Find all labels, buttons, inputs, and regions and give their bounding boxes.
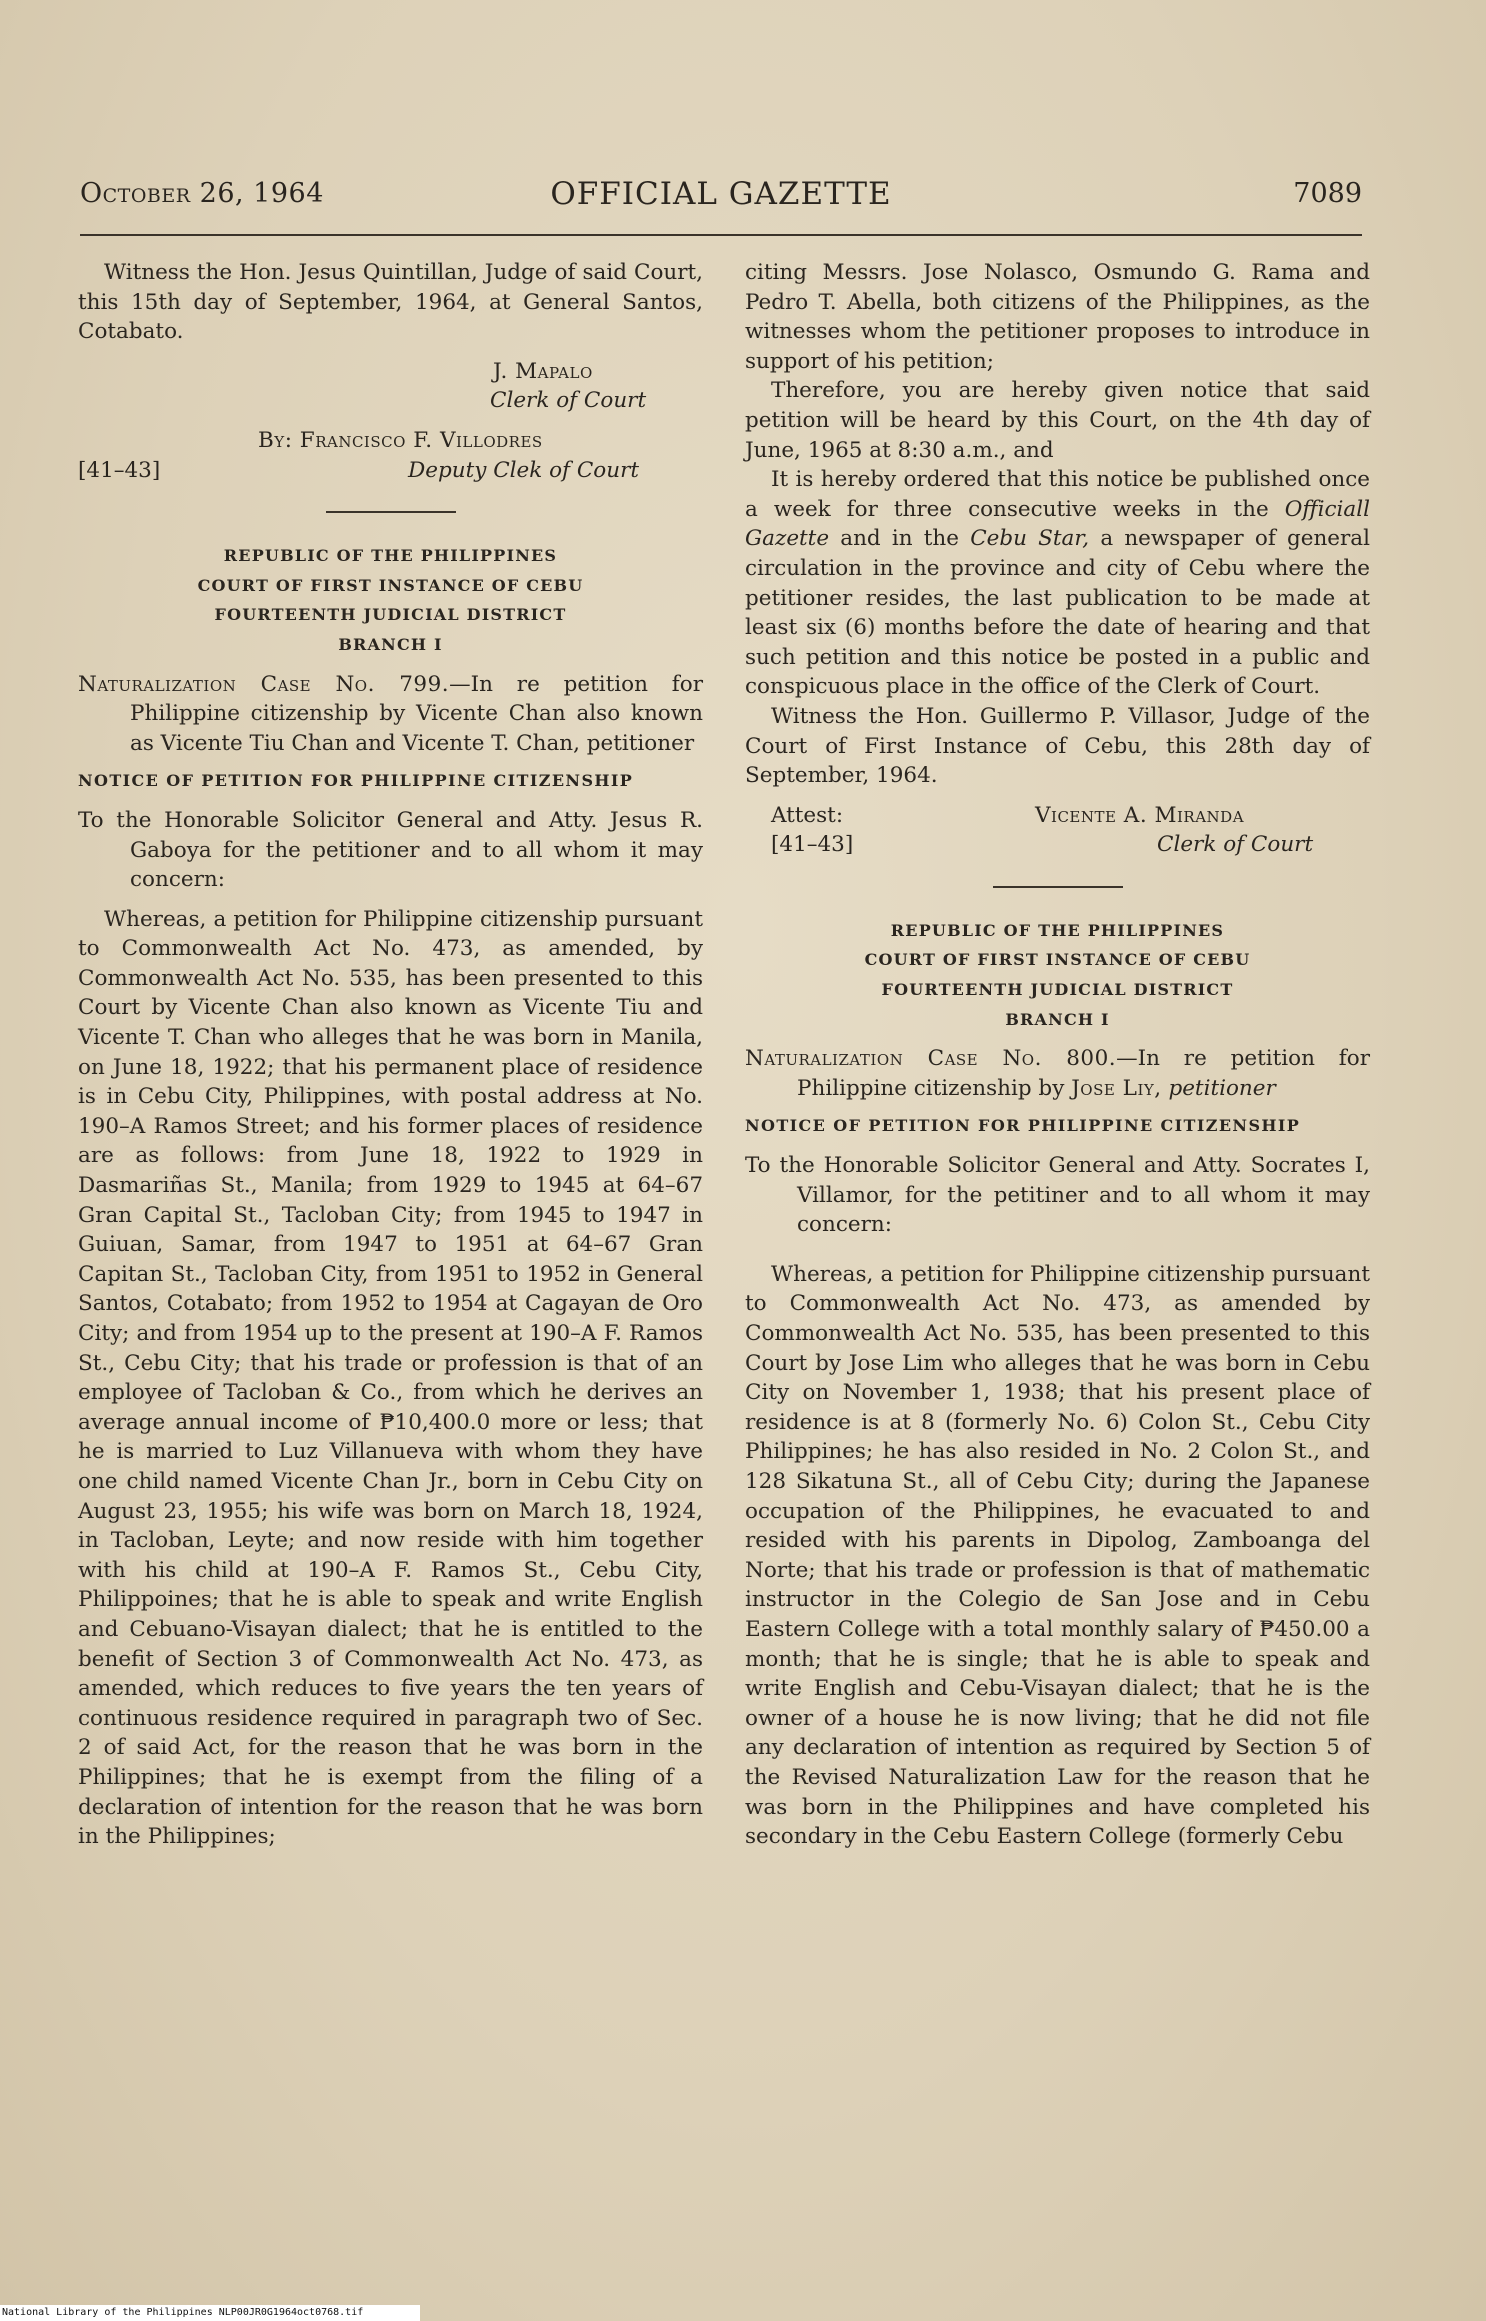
clerk-name: Vicente A. Miranda xyxy=(1035,802,1245,828)
deputy-name: By: Francisco F. Villodres xyxy=(258,427,543,453)
continued-paragraph: citing Messrs. Jose Nolasco, Osmundo G. Rama and Pedro T. Abella, both citizens of the Philippines, as the witnesses whom the petitioner proposes to introduce in support of his petition; xyxy=(745,260,1370,374)
court-heading-line: FOURTEENTH JUDICIAL DISTRICT xyxy=(881,980,1234,1000)
notice-heading: NOTICE OF PETITION FOR PHILIPPINE CITIZENSHIP xyxy=(78,771,634,791)
case-description: —In re petition for Philippine citizenship by Vicente Chan also known as Vicente Tiu Chan and Vicente T. Chan, petitioner xyxy=(130,671,703,756)
deputy-title: Deputy Clek of Court xyxy=(408,457,639,483)
header-rule xyxy=(80,234,1362,236)
issue-reference: [41–43] xyxy=(771,832,854,858)
clerk-title: Clerk of Court xyxy=(490,388,647,414)
clerk-title: Clerk of Court xyxy=(1157,832,1314,858)
issue-reference: [41–43] xyxy=(78,457,161,483)
section-divider xyxy=(993,886,1123,888)
case-description: —In re petition for Philippine citizenship by xyxy=(797,1046,1370,1101)
case-title xyxy=(745,1044,1370,1103)
scan-footer: National Library of the Philippines NLP00JR0G1964oct0768.tif xyxy=(0,2305,420,2321)
petitioner-role: petitioner xyxy=(1161,1075,1276,1101)
petition-body: Whereas, a petition for Philippine citizenship pursuant to Commonwealth Act No. 473, as amended, by Commonwealth Act No. 535, has been presented to this Court by Vicente Chan also known as Vicente Tiu and Vicente T. Chan who alleges that he was born in Manila, on June 18, 1922; that his permanent place of residence is in Cebu City, Philippines, with postal address at No. 190–A Ramos Street; and his former places of residence are as follows: from June 18, 1922 to 1929 in Dasmariñas St., Manila; from 1929 to 1945 at 64–67 Gran Capital St., Tacloban City; from 1945 to 1947 in Guiuan, Samar, from 1947 to 1951 at 64–67 Gran Capitan St., Tacloban City, from 1951 to 1952 in General Santos, Cotabato; from 1952 to 1954 at Cagayan de Oro City; and from 1954 up to the present at 190–A F. Ramos St., Cebu City; that his trade or profession is that of an employee of Tacloban & Co., from which he derives an average annual income of ₱10,400.0 more or less; that he is married to Luz Villanueva with whom they have one child named Vicente Chan Jr., born in Cebu City on August 23, 1955; his wife was born on March 18, 1924, in Tacloban, Leyte; and now reside with him together with his child at 190–A F. Ramos St., Cebu City, Philippoines; that he is able to speak and write English and Cebuano-Visayan dialect; that he is entitled to the benefit of Section 3 of Commonwealth Act No. 473, as amended, which reduces to five years the ten years of continuous residence required in paragraph two of Sec. 2 of said Act, for the reason that he was born in the Philippines; that he is exempt from the filing of a declaration of intention for the reason that he was born in the Philippines; xyxy=(78,906,703,1850)
clerk-name: J. Mapalo xyxy=(493,358,593,384)
court-heading-line: REPUBLIC OF THE PHILIPPINES xyxy=(890,920,1225,940)
therefore-paragraph: Therefore, you are hereby given notice that said petition will be heard by this Court, on the 4th day of June, 1965 at 8:30 a.m., and xyxy=(745,378,1370,463)
court-heading-line: BRANCH I xyxy=(338,634,443,654)
notice-heading: NOTICE OF PETITION FOR PHILIPPINE CITIZENSHIP xyxy=(745,1116,1301,1136)
witness-paragraph: Witness the Hon. Guillermo P. Villasor, Judge of the Court of First Instance of Cebu, this 28th day of September, 1964. xyxy=(745,703,1370,789)
gazette-name: Officiall Gazette xyxy=(745,496,1370,552)
right-column xyxy=(745,258,1370,1852)
addressee-paragraph: To the Honorable Solicitor General and Atty. Socrates I, Villamor, for the petitiner and to all whom it may concern: xyxy=(745,1153,1370,1238)
case-number: Naturalization Case No. 800. xyxy=(745,1046,1117,1072)
publication-title: OFFICIAL GAZETTE xyxy=(550,176,892,212)
witness-paragraph: Witness the Hon. Jesus Quintillan, Judge of said Court, this 15th day of September, 1964, at General Santos, Cotabato. xyxy=(78,260,703,345)
court-heading-line: COURT OF FIRST INSTANCE OF CEBU xyxy=(864,950,1251,970)
case-number: Naturalization Case No. 799. xyxy=(78,671,450,697)
newspaper-name: Cebu Star, xyxy=(970,526,1090,552)
attest-label: Attest: xyxy=(771,802,844,828)
case-title xyxy=(78,670,703,759)
court-heading xyxy=(78,541,703,659)
court-heading xyxy=(745,916,1370,1034)
publication-order: It is hereby ordered that this notice be published once a week for three consecutive weeks in the Officiall Gazette and in the Cebu Star, a newspaper of general circulation in the province and city of Cebu where the petitioner resides, the last publication to be made at least six (6) months before the date of hearing and that such petition and this notice be posted in a public and conspicuous place in the office of the Clerk of Court. xyxy=(745,467,1370,700)
court-heading-line: BRANCH I xyxy=(1005,1009,1110,1029)
petitioner-name: Jose Liy, xyxy=(1071,1075,1162,1101)
court-heading-line: REPUBLIC OF THE PHILIPPINES xyxy=(223,546,558,566)
left-column xyxy=(78,258,703,1852)
petition-body: Whereas, a petition for Philippine citizenship pursuant to Commonwealth Act No. 473, as amended by Commonwealth Act No. 535, has been presented to this Court by Jose Lim who alleges that he was born in Cebu City on November 1, 1938; that his present place of residence is at 8 (formerly No. 6) Colon St., Cebu City Philippines; he has also resided in No. 2 Colon St., and 128 Sikatuna St., all of Cebu City; during the Japanese occupation of the Philippines, he evacuated to and resided with his parents in Dipolog, Zamboanga del Norte; that his trade or profession is that of mathematic instructor in the Colegio de San Jose and in Cebu Eastern College with a total monthly salary of ₱450.00 a month; that he is single; that he is able to speak and write English and Cebu-Visayan dialect; that he is the owner of a house he is now living; that he did not file any declaration of intention as required by Section 5 of the Revised Naturalization Law for the reason that he was born in the Philippines and have completed his secondary in the Cebu Eastern College (formerly Cebu xyxy=(745,1261,1370,1850)
addressee-paragraph: To the Honorable Solicitor General and Atty. Jesus R. Gaboya for the petitioner and to all whom it may concern: xyxy=(78,807,703,893)
page-number: 7089 xyxy=(1293,178,1362,209)
court-heading-line: FOURTEENTH JUDICIAL DISTRICT xyxy=(214,605,567,625)
court-heading-line: COURT OF FIRST INSTANCE OF CEBU xyxy=(197,575,584,595)
section-divider xyxy=(326,511,456,513)
issue-date: October 26, 1964 xyxy=(80,178,324,209)
page-header xyxy=(80,178,1362,222)
